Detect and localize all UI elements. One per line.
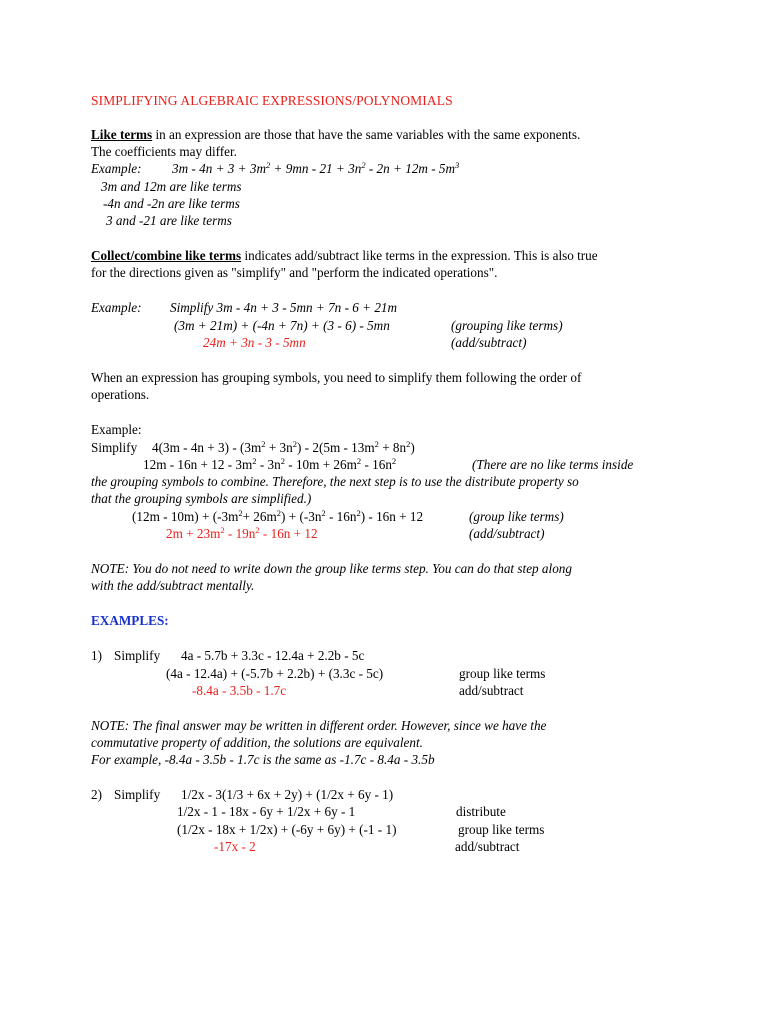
like-terms-def-text: in an expression are those that have the same variables with the same exponents. [152, 127, 581, 142]
ex2-expr: 1/2x - 3(1/3 + 6x + 2y) + (1/2x + 6y - 1) [181, 787, 394, 802]
ex1-expr: 4a - 5.7b + 3.3c - 12.4a + 2.2b - 5c [181, 648, 365, 663]
like-terms-def-line2: The coefficients may differ. [91, 144, 237, 159]
page-title: SIMPLIFYING ALGEBRAIC EXPRESSIONS/POLYNOMIALS [91, 93, 453, 108]
grouping-intro-line1: When an expression has grouping symbols, you need to simplify them following the order of [91, 370, 582, 385]
collect-step2-note: (grouping like terms) [451, 318, 563, 333]
like-terms-definition [91, 127, 580, 143]
grouping-example-label: Example: [91, 422, 142, 437]
collect-step2: (3m + 21m) + (-4n + 7n) + (3 - 6) - 5mn [174, 318, 390, 333]
collect-def-text: indicates add/subtract like terms in the expression. This is also true [241, 248, 598, 263]
ex2-answer: -17x - 2 [214, 839, 256, 854]
grouping-answer: $2m + 23m^2 - 19n^2 - 16n + 12$ [166, 525, 318, 541]
ex2-number: 2) [91, 787, 102, 802]
like-terms-note-2: -4n and -2n are like terms [103, 196, 240, 211]
grouping-note-cont1: the grouping symbols to combine. Therefore, the next step is to use the distribute property so [91, 474, 579, 489]
grouping-simplify-label: Simplify [91, 440, 138, 455]
ex2-step2: (1/2x - 18x + 1/2x) + (-6y + 6y) + (-1 - 1) [177, 822, 397, 837]
grouping-note-cont2: that the grouping symbols are simplified.) [91, 491, 312, 506]
collect-example-label: Example: [91, 300, 142, 315]
like-terms-example-expr: $3m - 4n + 3 + 3m^2 + 9mn - 21 + 3n^2 - 2n + 12m - 5m^3$ [172, 160, 460, 176]
ex1-step-note: group like terms [459, 666, 546, 681]
collect-answer-note: (add/subtract) [451, 335, 527, 350]
grouping-answer-note: (add/subtract) [469, 526, 545, 541]
note2-line1: NOTE: The final answer may be written in different order. However, since we have the [91, 718, 547, 733]
note2-line2: commutative property of addition, the solutions are equivalent. [91, 735, 423, 750]
grouping-line3-note: (group like terms) [469, 509, 564, 524]
ex2-step2-note: group like terms [458, 822, 545, 837]
collect-definition [91, 248, 598, 264]
ex1-answer-note: add/subtract [459, 683, 524, 698]
grouping-line2: $12m - 16n + 12 - 3m^2 - 3n^2 - 10m + 26m^2 - 16n^2$ [143, 456, 397, 472]
like-terms-example-label: Example: [91, 161, 142, 176]
like-terms-term: Like terms [91, 127, 153, 142]
collect-term: Collect/combine like terms [91, 248, 242, 263]
collect-def-line2: for the directions given as "simplify" and "perform the indicated operations". [91, 265, 498, 280]
ex2-label: Simplify [114, 787, 161, 802]
ex1-answer: -8.4a - 3.5b - 1.7c [192, 683, 287, 698]
grouping-line3: $(12m - 10m) + (-3m^2+ 26m^2) + (-3n^2 - 16n^2) - 16n + 12$ [132, 508, 424, 524]
collect-answer: 24m + 3n - 3 - 5mn [203, 335, 306, 350]
note1-line2: with the add/subtract mentally. [91, 578, 255, 593]
ex1-step: (4a - 12.4a) + (-5.7b + 2.2b) + (3.3c - 5c) [166, 666, 384, 681]
like-terms-note-1: 3m and 12m are like terms [101, 179, 242, 194]
ex2-step1-note: distribute [456, 804, 506, 819]
like-terms-note-3: 3 and -21 are like terms [106, 213, 232, 228]
ex2-step1: 1/2x - 1 - 18x - 6y + 1/2x + 6y - 1 [177, 804, 356, 819]
note1-line1: NOTE: You do not need to write down the group like terms step. You can do that step along [91, 561, 572, 576]
grouping-line1: $4(3m - 4n + 3) - (3m^2 + 3n^2) - 2(5m - 13m^2 + 8n^2)$ [152, 439, 415, 455]
ex2-answer-note: add/subtract [455, 839, 520, 854]
grouping-intro-line2: operations. [91, 387, 150, 402]
ex1-label: Simplify [114, 648, 161, 663]
grouping-line2-note: (There are no like terms inside [472, 457, 634, 472]
note2-line3: For example, -8.4a - 3.5b - 1.7c is the same as -1.7c - 8.4a - 3.5b [91, 752, 435, 767]
examples-heading: EXAMPLES: [91, 613, 169, 628]
collect-step1: Simplify 3m - 4n + 3 - 5mn + 7n - 6 + 21m [170, 300, 398, 315]
ex1-number: 1) [91, 648, 102, 663]
